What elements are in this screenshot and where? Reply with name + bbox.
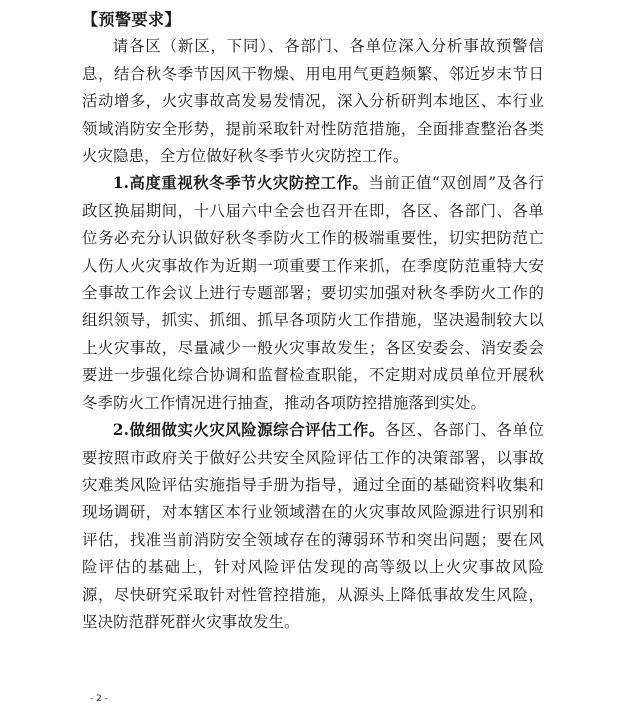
item-body-2: 各区、各部门、各单位要按照市政府关于做好公共安全风险评估工作的决策部署，以事故灾难类风险评估实施指导手册为指导，通过全面的基础资料收集和现场调研，对本辖区本行业领域潜在的火灾事故风险源进行识别和评估，找准当前消防安全领域存在的薄弱环节和突出问题；要在风险评估的基础上，针对风险评估发现的高等级以上火灾事故风险源，尽快研究采取针对性管控措施，从源头上降低事故发生风险，坚决防范群死群火灾事故发生。 <box>82 421 544 631</box>
intro-paragraph: 请各区（新区，下同）、各部门、各单位深入分析事故预警信息，结合秋冬季节因风干物燥、用电用气更趋频繁、邻近岁末节日活动增多，火灾事故高发易发情况，深入分析研判本地区、本行业领域消防安全形势，提前采取针对性防范措施，全面排查整治各类火灾隐患，全方位做好秋冬季节火灾防控工作。 <box>82 37 544 166</box>
item-heading-1: 1.高度重视秋冬季节火灾防控工作。 <box>112 174 369 193</box>
item-body-1: 当前正值“双创周”及各行政区换届期间，十八届六中全会也召开在即，各区、各部门、各单位务必充分认识做好秋冬季防火工作的极端重要性，切实把防范亡人伤人火灾事故作为近期一项重要工作来抓，在季度防范重特大安全事故工作会议上进行专题部署；要切实加强对秋冬季防火工作的组织领导，抓实、抓细、抓早各项防火工作措施，坚决遏制较大以上火灾事故，尽量减少一般火灾事故发生；各区安委会、消安委会要进一步强化综合协调和监督检查职能，不定期对成员单位开展秋冬季防火工作情况进行抽查，推动各项防控措施落到实处。 <box>82 174 544 412</box>
document-body <box>82 6 544 636</box>
item-paragraph-2 <box>82 417 544 636</box>
item-heading-2: 2.做细做实火灾风险源综合评估工作。 <box>112 421 385 440</box>
item-paragraph-1 <box>82 170 544 417</box>
section-title: 【预警要求】 <box>82 10 182 29</box>
page-number: - 2 - <box>90 694 108 704</box>
